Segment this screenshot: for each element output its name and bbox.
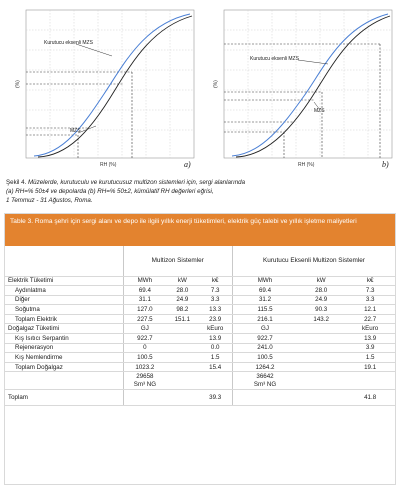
table-cell-d: MWh: [232, 276, 297, 286]
table-cell-f: 7.3: [345, 286, 395, 296]
caption-line-1: [6, 178, 394, 187]
table-cell-label: Diğer: [5, 295, 123, 305]
chart-b-x-title: RH (%): [298, 162, 315, 168]
table-cell-label: Aydınlatma: [5, 286, 123, 296]
table-cell-c: 23.9: [198, 314, 232, 324]
group-header-blank: [5, 246, 123, 276]
table-cell-b: 151.1: [166, 314, 198, 324]
table-row-volume: [5, 372, 395, 390]
chart-b: [202, 4, 396, 174]
table-cell-empty: [297, 372, 345, 390]
table-cell-e: [297, 334, 345, 344]
table-cell-label: Soğutma: [5, 305, 123, 315]
chart-a-annotation-mzs: MZS: [70, 128, 81, 134]
table-cell-b: [166, 324, 198, 334]
table-cell-volume-d: [232, 372, 297, 390]
table-row: [5, 286, 395, 296]
table-cell-d: 241.0: [232, 343, 297, 353]
table-cell-e: [297, 324, 345, 334]
table-cell-b: [166, 362, 198, 372]
table-row: [5, 295, 395, 305]
chart-b-y-title: (%): [213, 80, 219, 88]
chart-a-plot: [4, 4, 198, 174]
table-cell-d: 115.5: [232, 305, 297, 315]
table-cell-f: 3.9: [345, 343, 395, 353]
table-cell-d: 1264.2: [232, 362, 297, 372]
table-cell-empty: [166, 390, 198, 406]
table-row-total: [5, 390, 395, 406]
table-cell-label: Toplam Doğalgaz: [5, 362, 123, 372]
table-cell-label: Rejenerasyon: [5, 343, 123, 353]
chart-b-annotation-dryer: Kurutucu eksenli MZS: [250, 56, 299, 62]
table-cell-d: GJ: [232, 324, 297, 334]
table-cell-d: 31.2: [232, 295, 297, 305]
table-cell-b: [166, 343, 198, 353]
table-cell-f: 3.3: [345, 295, 395, 305]
table-cell-c: 15.4: [198, 362, 232, 372]
table-group-header: [5, 246, 395, 276]
table-row: [5, 362, 395, 372]
figure-caption: [6, 178, 394, 205]
table-cell-label: [5, 372, 123, 390]
table-cell-a: 100.5: [123, 353, 166, 363]
figure-panel: [4, 4, 396, 174]
table-cell-c: 0.0: [198, 343, 232, 353]
table-cell-c: 13.3: [198, 305, 232, 315]
table-cell-b: 24.9: [166, 295, 198, 305]
table-cell-b: 98.2: [166, 305, 198, 315]
group-header-dryer-multizone: Kurutucu Eksenli Multizon Sistemler: [232, 246, 395, 276]
table-cell-c: 3.3: [198, 295, 232, 305]
table-cell-a: GJ: [123, 324, 166, 334]
table-cell-label: Kış Isıtıcı Serpantin: [5, 334, 123, 344]
table-cell-b: [166, 353, 198, 363]
table-cell-a: MWh: [123, 276, 166, 286]
table-cell-d: 922.7: [232, 334, 297, 344]
table-cell-a: 922.7: [123, 334, 166, 344]
volume-d-unit: Sm³ NG: [253, 380, 277, 388]
table-cell-a: 31.1: [123, 295, 166, 305]
table-cell-f: 22.7: [345, 314, 395, 324]
table-row: [5, 353, 395, 363]
table-cell-label: Toplam Elektrik: [5, 314, 123, 324]
table-cell-total-label: Toplam: [5, 390, 123, 406]
table-cell-empty: [232, 390, 297, 406]
table-cell-total-f: 41.8: [345, 390, 395, 406]
table-cell-f: 1.5: [345, 353, 395, 363]
table-cell-a: 69.4: [123, 286, 166, 296]
energy-table: [4, 213, 396, 485]
table-cell-empty: [297, 390, 345, 406]
table-cell-label: Kış Nemlendirme: [5, 353, 123, 363]
table-cell-label: Elektrik Tüketimi: [5, 276, 123, 286]
table-cell-c: 13.9: [198, 334, 232, 344]
chart-a-annotation-dryer: Kurutucu eksenli MZS: [44, 40, 93, 46]
table-row: [5, 314, 395, 324]
table-cell-e: [297, 353, 345, 363]
table-cell-e: 143.2: [297, 314, 345, 324]
table-cell-b: kW: [166, 276, 198, 286]
table-cell-a: 127.0: [123, 305, 166, 315]
table-cell-empty: [123, 390, 166, 406]
table-row: [5, 334, 395, 344]
table-cell-f: kEuro: [345, 324, 395, 334]
table-cell-label: Doğalgaz Tüketimi: [5, 324, 123, 334]
table-cell-f: 13.9: [345, 334, 395, 344]
table-body: [5, 276, 395, 372]
table-cell-e: [297, 362, 345, 372]
table-cell-e: 24.9: [297, 295, 345, 305]
table-cell-d: 100.5: [232, 353, 297, 363]
table-cell-b: [166, 334, 198, 344]
chart-a-label: a): [184, 160, 191, 169]
table-cell-total-c: 39.3: [198, 390, 232, 406]
table-cell-empty: [166, 372, 198, 390]
table-cell-c: kEuro: [198, 324, 232, 334]
chart-a-x-title: RH (%): [100, 162, 117, 168]
chart-b-plot: [202, 4, 396, 174]
table-title: Table 3. Roma şehri için sergi alanı ve depo ile ilgili yıllık enerji tüketimleri, elektrik güç talebi ve yıllık işletme maliyetleri: [5, 214, 395, 246]
volume-a-unit: Sm³ NG: [133, 380, 157, 388]
table-cell-a: 0: [123, 343, 166, 353]
energy-table-grid: [5, 246, 395, 406]
table-cell-empty: [198, 372, 232, 390]
table-cell-f: 19.1: [345, 362, 395, 372]
table-cell-b: 28.0: [166, 286, 198, 296]
chart-b-annotation-mzs: MZS: [314, 108, 325, 114]
table-cell-e: kW: [297, 276, 345, 286]
chart-b-label: b): [382, 160, 389, 169]
table-cell-c: k€: [198, 276, 232, 286]
chart-a-y-title: (%): [15, 80, 21, 88]
table-cell-d: 69.4: [232, 286, 297, 296]
table-row: [5, 324, 395, 334]
caption-lead: Şekil 4.: [6, 179, 27, 186]
table-cell-c: 7.3: [198, 286, 232, 296]
caption-text-1: Müzelerde, kurutuculu ve kurutucusuz multizon sistemleri için, sergi alanlarında: [26, 179, 246, 186]
table-row: [5, 276, 395, 286]
chart-a: [4, 4, 198, 174]
table-cell-f: k€: [345, 276, 395, 286]
table-cell-e: 28.0: [297, 286, 345, 296]
table-cell-volume-a: [123, 372, 166, 390]
table-cell-e: [297, 343, 345, 353]
group-header-multizone: Multizon Sistemler: [123, 246, 232, 276]
table-row: [5, 305, 395, 315]
table-cell-f: 12.1: [345, 305, 395, 315]
caption-line-3: 1 Temmuz - 31 Ağustos, Roma.: [6, 197, 93, 204]
table-cell-a: 227.5: [123, 314, 166, 324]
table-row: [5, 343, 395, 353]
volume-d-value: 36642: [256, 373, 274, 381]
table-cell-e: 90.3: [297, 305, 345, 315]
table-cell-a: 1023.2: [123, 362, 166, 372]
volume-a-value: 29658: [136, 373, 154, 381]
table-cell-empty: [345, 372, 395, 390]
table-cell-c: 1.5: [198, 353, 232, 363]
caption-line-2: (a) RH=% 50±4 ve depolarda (b) RH=% 50±2, kümülatif RH değerleri eğrisi,: [6, 188, 214, 195]
table-cell-d: 216.1: [232, 314, 297, 324]
